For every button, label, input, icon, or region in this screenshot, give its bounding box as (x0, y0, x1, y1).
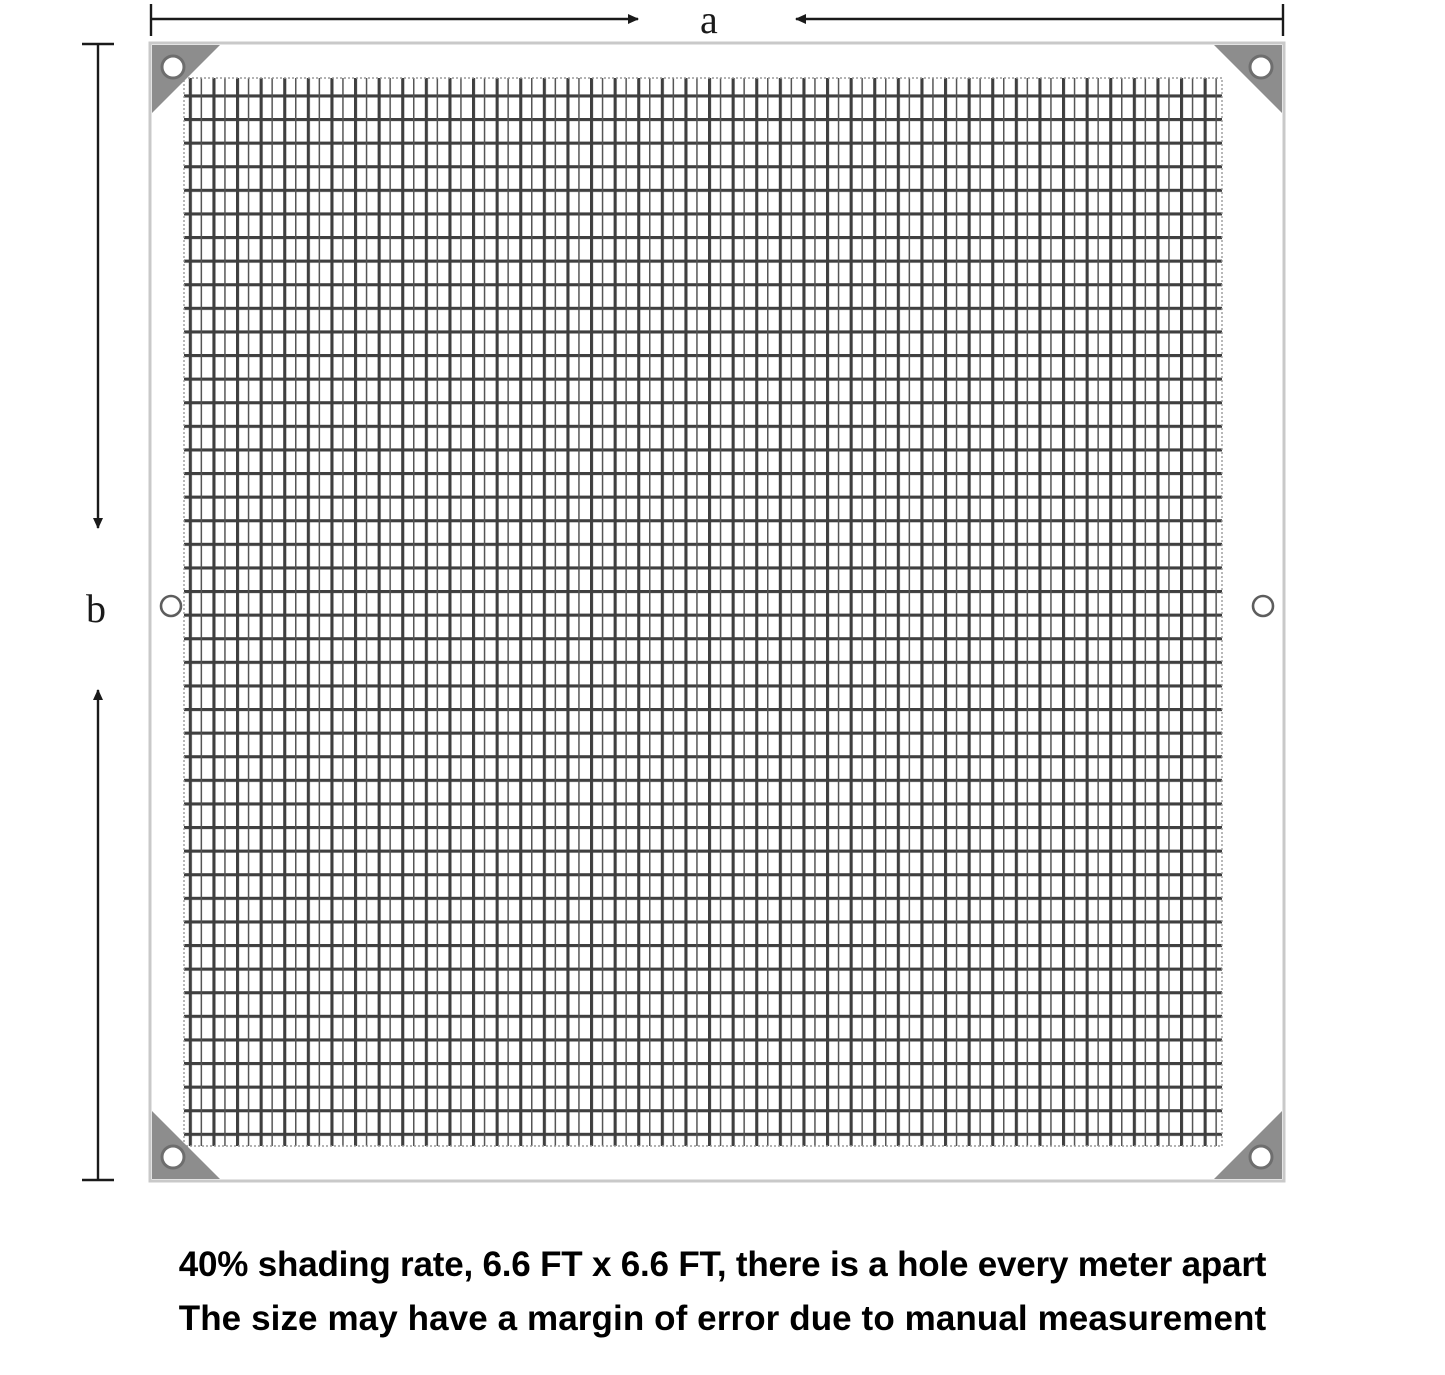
shade-panel (150, 43, 1284, 1181)
caption (0, 1238, 1445, 1347)
caption-line-2: The size may have a margin of error due to manual measurement (178, 1299, 1267, 1339)
height-dimension-label: b (86, 586, 106, 631)
mesh-field (184, 78, 1222, 1146)
width-dimension-label: a (700, 0, 718, 42)
caption-line-1: 40% shading rate, 6.6 FT x 6.6 FT, there is a hole every meter apart (178, 1245, 1267, 1284)
